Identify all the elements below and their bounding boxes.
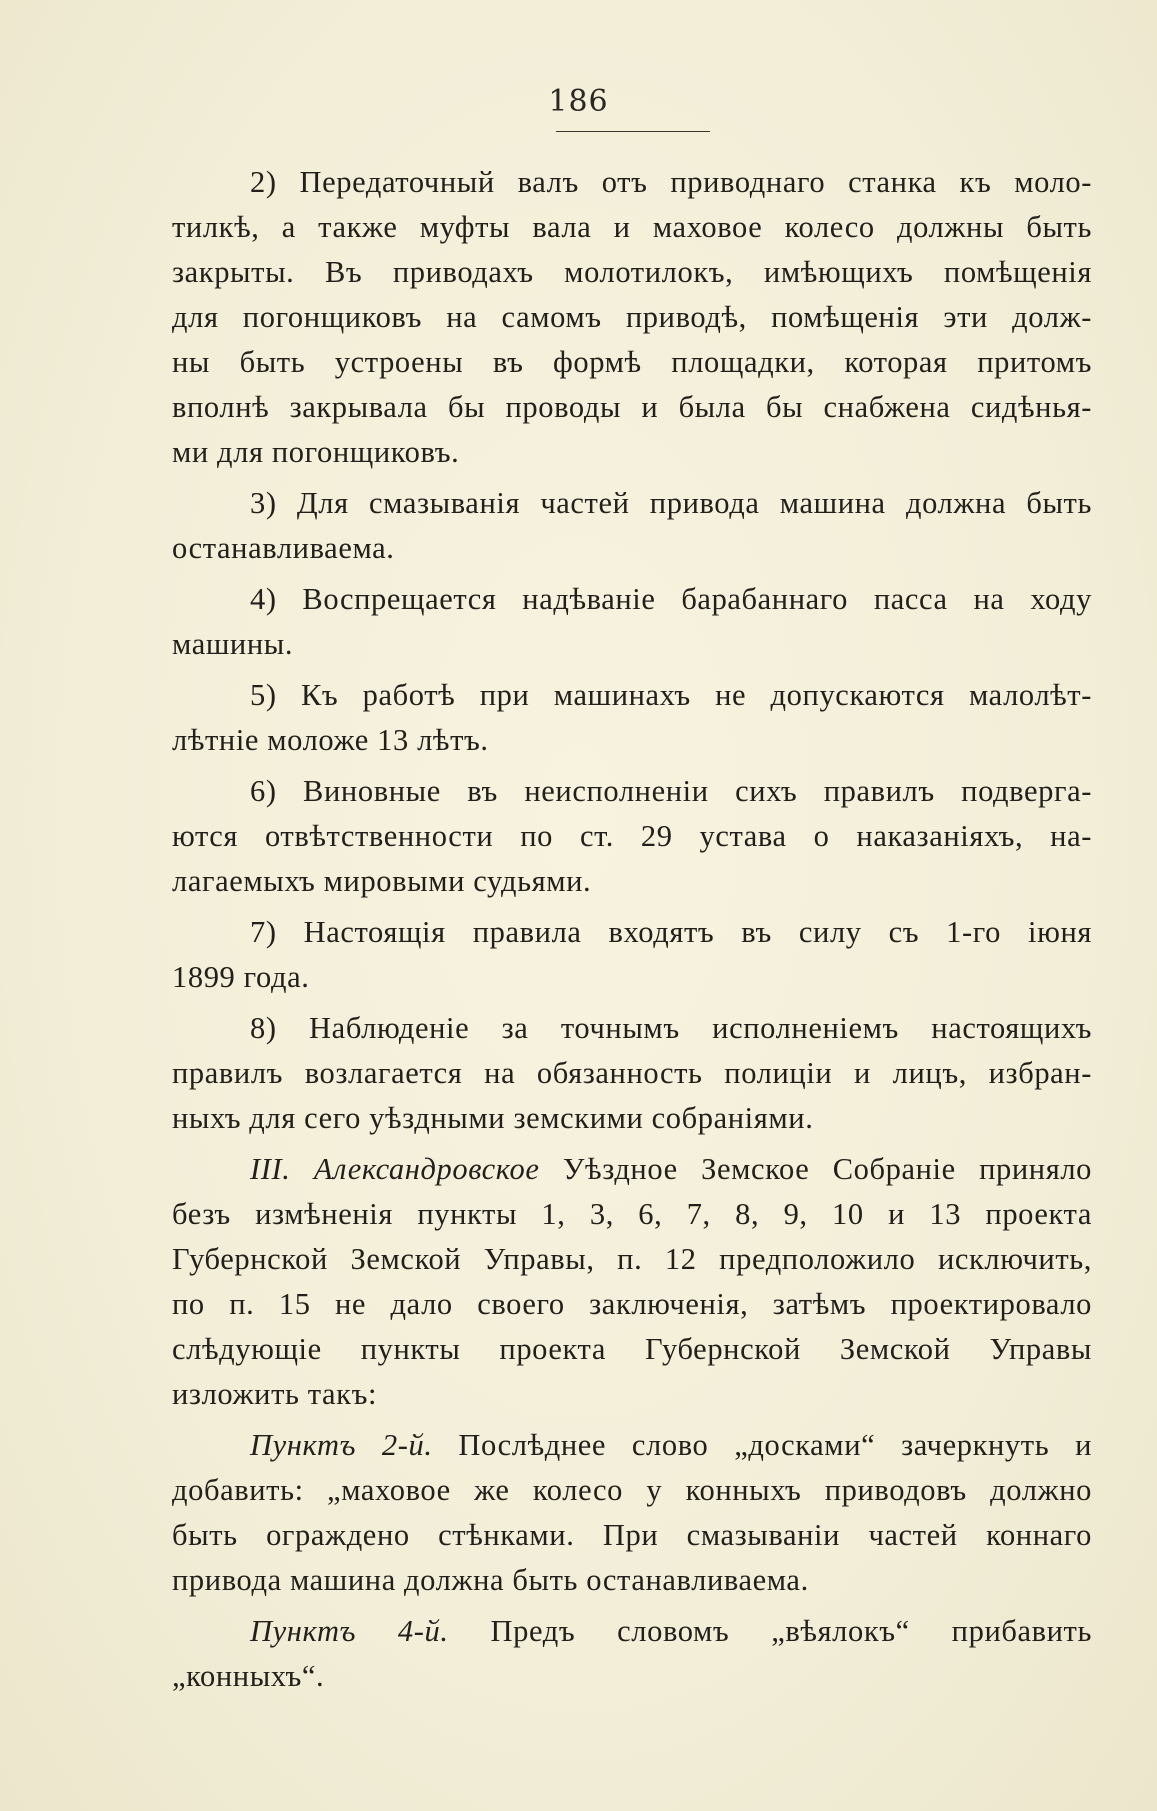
page-number-rule	[556, 131, 710, 132]
text-line: 5) Къ работѣ при машинахъ не допускаются малолѣт-	[250, 678, 1092, 712]
text-line: закрыты. Въ приводахъ молотилокъ, имѣющихъ помѣщенія	[172, 255, 1092, 289]
text-line: для погонщиковъ на самомъ приводѣ, помѣщенія эти долж-	[172, 300, 1092, 334]
paragraph	[172, 481, 1092, 571]
line-text: Послѣднее слово „досками“ зачеркнуть и	[432, 1428, 1092, 1462]
text-line: „конныхъ“.	[172, 1659, 325, 1693]
text-line: 6) Виновные въ неисполненіи сихъ правилъ подверга-	[250, 774, 1092, 808]
text-line: ми для погонщиковъ.	[172, 435, 460, 469]
text-line: привода машина должна быть останавливаема.	[172, 1563, 809, 1597]
text-line: слѣдующіе пункты проекта Губернской Земской Управы	[172, 1332, 1092, 1366]
text-line: безъ измѣненія пункты 1, 3, 6, 7, 8, 9, 10 и 13 проекта	[172, 1197, 1092, 1231]
paragraph	[172, 1423, 1092, 1603]
italic-lead: Пунктъ 2-й.	[250, 1428, 433, 1462]
text-line: 8) Наблюденіе за точнымъ исполненіемъ настоящихъ	[250, 1011, 1092, 1045]
text-line	[172, 1609, 1092, 1654]
paragraph	[172, 160, 1092, 475]
paragraph	[172, 1609, 1092, 1699]
paragraph	[172, 1147, 1092, 1417]
paragraph	[172, 673, 1092, 763]
paragraph	[172, 769, 1092, 904]
text-line: правилъ возлагается на обязанность полиціи и лицъ, избран-	[172, 1056, 1092, 1090]
text-line: машины.	[172, 627, 294, 661]
text-line: изложить такъ:	[172, 1377, 378, 1411]
line-text: Уѣздное Земское Собраніе приняло	[539, 1152, 1092, 1186]
text-line: тилкѣ, а также муфты вала и маховое колесо должны быть	[172, 210, 1092, 244]
text-line: добавить: „маховое же колесо у конныхъ приводовъ должно	[172, 1473, 1092, 1507]
paragraph	[172, 910, 1092, 1000]
italic-lead: III. Александровское	[250, 1152, 540, 1186]
text-line: Губернской Земской Управы, п. 12 предположило исключить,	[172, 1242, 1092, 1276]
page-number: 186	[548, 84, 609, 119]
paragraph	[172, 1006, 1092, 1141]
text-line: по п. 15 не дало своего заключенія, затѣмъ проектировало	[172, 1287, 1092, 1321]
text-line: 4) Воспрещается надѣваніе барабаннаго пасса на ходу	[250, 582, 1092, 616]
body-text	[172, 160, 1092, 1699]
text-line: ныхъ для сего уѣздными земскими собраніями.	[172, 1101, 814, 1135]
text-line: лагаемыхъ мировыми судьями.	[172, 864, 592, 898]
line-text: Предъ словомъ „вѣялокъ“ прибавить	[448, 1614, 1092, 1648]
text-line	[172, 1147, 1092, 1192]
text-line: ются отвѣтственности по ст. 29 устава о наказаніяхъ, на-	[172, 819, 1092, 853]
text-line: 7) Настоящія правила входятъ въ силу съ 1-го іюня	[250, 915, 1092, 949]
italic-lead: Пунктъ 4-й.	[250, 1614, 449, 1648]
text-line	[172, 1423, 1092, 1468]
text-line: 3) Для смазыванія частей привода машина должна быть	[250, 486, 1092, 520]
text-line: быть ограждено стѣнками. При смазываніи частей коннаго	[172, 1518, 1092, 1552]
text-line: лѣтніе моложе 13 лѣтъ.	[172, 723, 489, 757]
text-line: останавливаема.	[172, 531, 395, 565]
paragraph	[172, 577, 1092, 667]
text-line: ны быть устроены въ формѣ площадки, которая притомъ	[172, 345, 1092, 379]
text-line: вполнѣ закрывала бы проводы и была бы снабжена сидѣнья-	[172, 390, 1092, 424]
text-line: 2) Передаточный валъ отъ приводнаго станка къ моло-	[250, 165, 1092, 199]
text-line: 1899 года.	[172, 960, 310, 994]
